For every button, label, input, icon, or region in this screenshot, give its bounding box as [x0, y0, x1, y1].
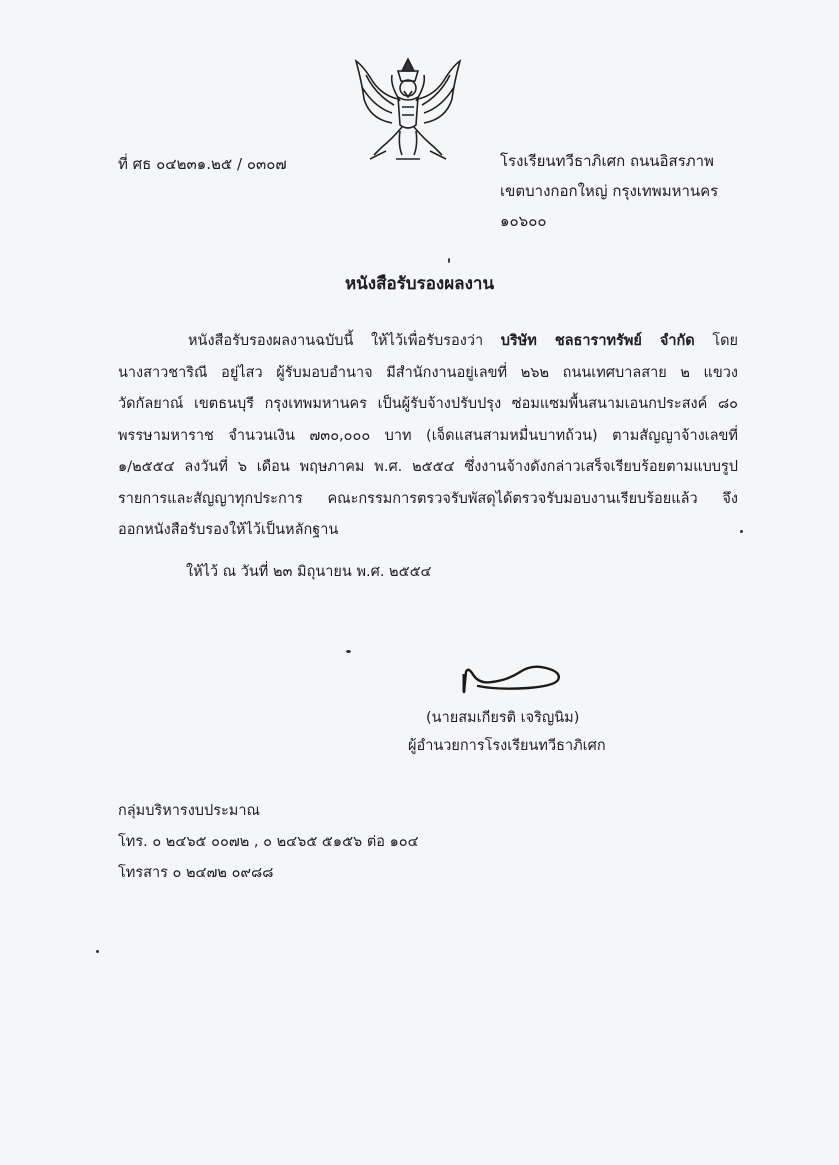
contact-footer [118, 796, 419, 889]
address-line: โรงเรียนทวีธาภิเศก ถนนอิสรภาพ [500, 152, 714, 170]
address-line: ๑๐๖๐๐ [500, 212, 547, 230]
ink-speck [740, 530, 743, 533]
handwritten-signature [458, 652, 568, 696]
phone-numbers: โทร. ๐ ๒๔๖๕ ๐๐๗๒ , ๐ ๒๔๖๕ ๕๑๕๖ ต่อ ๑๐๔ [118, 834, 419, 850]
body-line: วัดกัลยาณ์ เขตธนบุรี กรุงเทพมหานคร เป็นผู้รับจ้างปรับปรุง ซ่อมแซมพื้นสนามเอนกประสงค์ ๘๐ [118, 396, 738, 412]
body-line: รายการและสัญญาทุกประการ คณะกรรมการตรวจรับพัสดุได้ตรวจรับมอบงานเรียบร้อยแล้ว จึง [118, 490, 738, 507]
body-line [118, 326, 738, 358]
body-line: พรรษามหาราช จำนวนเงิน ๗๓๐,๐๐๐ บาท (เจ็ดแสนสามหมื่นบาทถ้วน) ตามสัญญาจ้างเลขที่ [118, 427, 738, 444]
address-line: เขตบางกอกใหญ่ กรุงเทพมหานคร [500, 182, 719, 200]
company-name: บริษัท ชลธาราทรัพย์ จำกัด [500, 333, 695, 349]
body-line: นางสาวชาริณี อยู่ไสว ผู้รับมอบอำนาจ มีสำนักงานอยู่เลขที่ ๒๖๒ ถนนเทศบาลสาย ๒ แขวง [118, 364, 738, 381]
ink-speck [346, 650, 351, 653]
document-body [118, 326, 738, 547]
body-line: ออกหนังสือรับรองให้ไว้เป็นหลักฐาน [118, 522, 339, 538]
ink-speck [96, 950, 99, 953]
department-name: กลุ่มบริหารงบประมาณ [118, 803, 260, 819]
document-title: หนังสือรับรองผลงาน [344, 274, 495, 294]
garuda-emblem-icon [352, 55, 464, 167]
signatory-position: ผู้อำนวยการโรงเรียนทวีธาภิเศก [408, 738, 606, 754]
issue-date: ให้ไว้ ณ วันที่ ๒๓ มิถุนายน พ.ศ. ๒๕๕๔ [186, 564, 432, 580]
body-text: โดย [712, 333, 739, 349]
body-text: หนังสือรับรองผลงานฉบับนี้ ให้ไว้เพื่อรับรองว่า [188, 333, 484, 349]
ink-speck [448, 258, 450, 263]
fax-number: โทรสาร ๐ ๒๔๗๒ ๐๙๘๘ [118, 865, 274, 881]
body-line: ๑/๒๕๕๔ ลงวันที่ ๖ เดือน พฤษภาคม พ.ศ. ๒๕๕๔ ซึ่งงานจ้างดังกล่าวเสร็จเรียบร้อยตามแบบรูป [118, 459, 738, 475]
sender-address [500, 146, 718, 236]
signatory-name: (นายสมเกียรติ เจริญนิม) [426, 710, 580, 726]
reference-number: ที่ ศธ ๐๔๒๓๑.๒๕ / ๐๓๐๗ [118, 155, 287, 173]
